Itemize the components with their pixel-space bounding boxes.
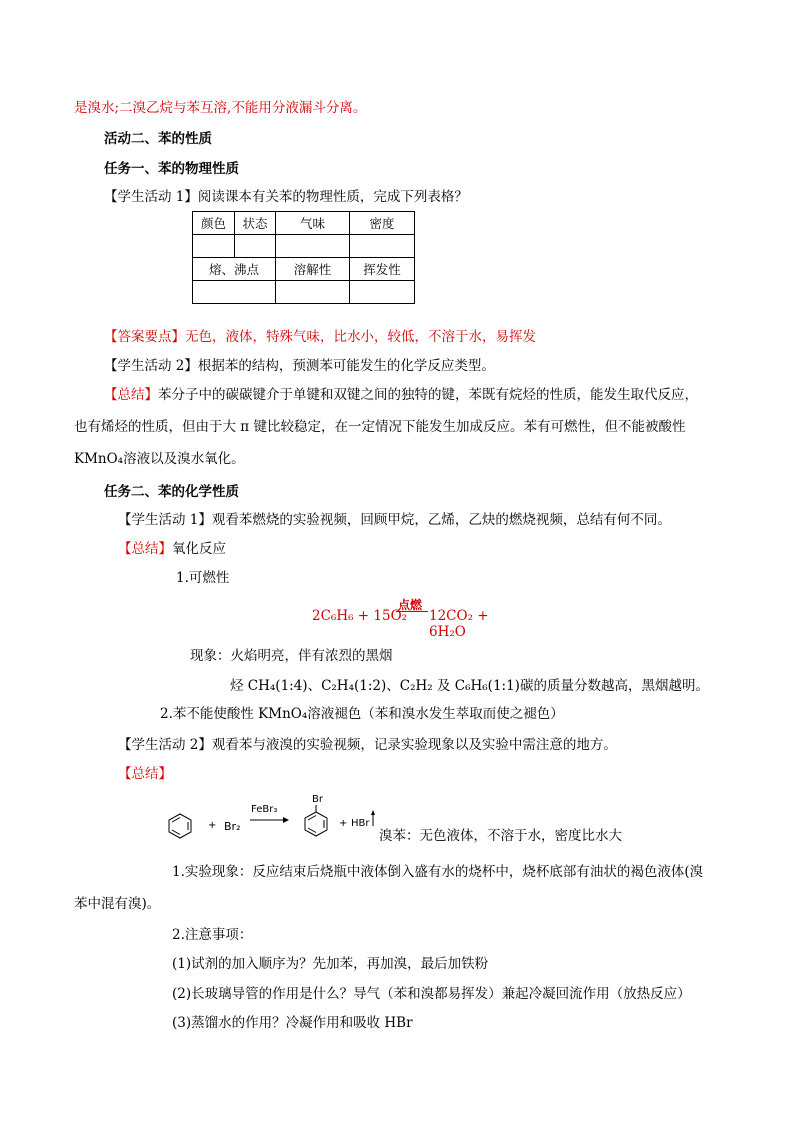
summary-line-3: KMnO₄溶液以及溴水氧化。 [74,451,245,467]
table-empty-cell [350,235,415,258]
activity-text: 根据苯的结构，预测苯可能发生的化学反应类型。 [197,358,495,374]
task2-activity-1 [118,510,671,530]
activity-tag: 【学生活动 2】 [118,737,212,753]
table-header-cell: 颜色 [193,212,235,235]
student-activity-1 [104,187,468,207]
summary-line-1 [104,385,698,405]
note-1: (1)试剂的加入顺序为？先加苯，再加溴，最后加铁粉 [172,956,489,972]
gas-arrow-head-icon [371,810,375,815]
kmno4-note: 2.苯不能使酸性 KMnO₄溶液褪色（苯和溴水发生萃取而使之褪色） [160,706,564,722]
table-row [193,235,415,258]
heading-task-1: 任务一、苯的物理性质 [104,161,239,177]
table-empty-cell [276,281,350,304]
heading-task-2: 任务二、苯的化学性质 [104,484,239,500]
table-header-cell: 密度 [350,212,415,235]
table-empty-cell [350,281,415,304]
equation-reactants: 2C₆H₆ + 15O₂ [312,608,408,624]
plus-sign: + [208,820,217,831]
combustion-equation [312,596,517,640]
task2-activity-2 [118,735,617,755]
activity-text: 观看苯与液溴的实验视频，记录实验现象以及实验中需注意的地方。 [211,737,617,753]
bromination-reaction [150,786,410,846]
activity-tag: 【学生活动 2】 [104,358,198,374]
table-row [193,281,415,304]
note-2: (2)长玻璃导管的作用是什么？导气（苯和溴都易挥发）兼起冷凝回流作用（放热反应） [172,986,691,1002]
intro-text: 是溴水;二溴乙烷与苯互溶,不能用分液漏斗分离。 [74,100,367,116]
summary-tag: 【总结】 [118,766,172,782]
table-header-cell: 溶解性 [276,258,350,281]
equation-arrow-line [396,611,428,612]
table-header-cell: 挥发性 [350,258,415,281]
activity-tag: 【学生活动 1】 [104,189,198,205]
answer-tag: 【答案要点】 [104,329,185,345]
phenomenon-text: 现象：火焰明亮，伴有浓烈的黑烟 [190,648,393,664]
table-header-cell: 气味 [276,212,350,235]
bromine-substituent: Br [312,794,323,805]
summary-tag: 【总结】 [118,541,172,557]
hbr-product: HBr [351,818,370,829]
table-empty-cell [235,235,276,258]
table-row [193,212,415,235]
notes-title: 2.注意事项： [172,927,253,943]
student-activity-2 [104,356,495,376]
table-row [193,258,415,281]
catalyst-label: FeBr₃ [251,804,278,815]
hydrocarbon-comparison: 烃 CH₄(1:4)、C₂H₄(1:2)、C₂H₂ 及 C₆H₆(1:1)碳的质量分数越高，黑烟越明。 [230,678,709,694]
arrow-head-icon [283,817,289,823]
equation-condition: 点燃 [398,598,423,612]
note-3: (3)蒸馏水的作用？冷凝作用和吸收 HBr [172,1015,413,1031]
experiment-line-2: 苯中混有溴)。 [74,896,161,912]
activity-text: 阅读课本有关苯的物理性质，完成下列表格？ [197,189,468,205]
bromine-reagent: Br₂ [224,820,241,833]
properties-table [192,211,415,304]
summary-text: 氧化反应 [172,541,226,557]
answer-text: 无色，液体，特殊气味，比水小，较低，不溶于水，易挥发 [185,329,536,345]
summary-text: 苯分子中的碳碳键介于单键和双键之间的独特的键，苯既有烷烃的性质，能发生取代反应， [158,387,698,403]
activity-text: 观看苯燃烧的实验视频，回顾甲烷，乙烯，乙炔的燃烧视频，总结有何不同。 [211,512,671,528]
table-header-cell: 状态 [235,212,276,235]
experiment-line-1: 1.实验现象：反应结束后烧瓶中液体倒入盛有水的烧杯中，烧杯底部有油状的褐色液体(溴 [172,864,704,880]
bromobenzene-note: 溴苯：无色液体，不溶于水，密度比水大 [379,828,622,844]
answer-line [104,327,536,347]
heading-activity-2: 活动二、苯的性质 [104,131,212,147]
summary-tag: 【总结】 [104,387,158,403]
table-empty-cell [276,235,350,258]
flammability-label: 1.可燃性 [176,570,230,586]
equation-products: 12CO₂ + 6H₂O [429,608,489,640]
table-empty-cell [193,235,235,258]
summary-line-2: 也有烯烃的性质，但由于大 π 键比较稳定，在一定情况下能发生加成反应。苯有可燃性，但不能被酸性 [74,419,686,435]
plus-sign: + [339,818,348,829]
summary-oxidation [118,539,226,559]
table-header-cell: 熔、沸点 [193,258,276,281]
table-empty-cell [193,281,276,304]
activity-tag: 【学生活动 1】 [118,512,212,528]
